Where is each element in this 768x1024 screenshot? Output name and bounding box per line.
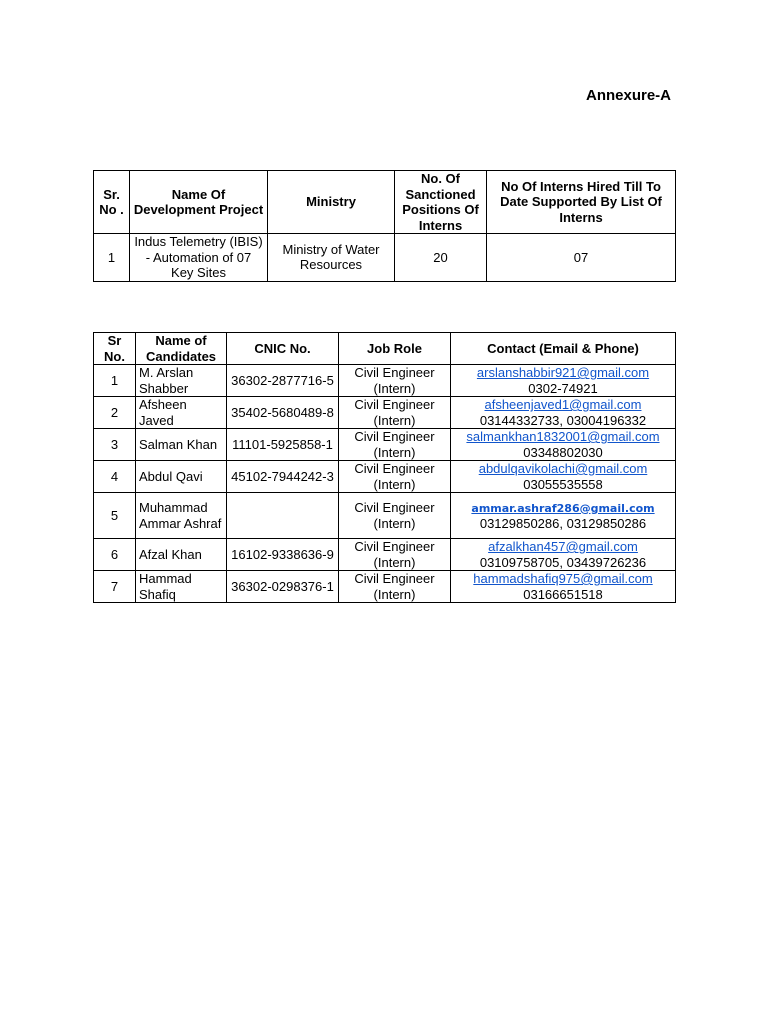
header-hired: No Of Interns Hired Till To Date Supported By List Of Interns [487, 171, 676, 234]
annexure-title: Annexure-A [586, 87, 672, 104]
cell-name: Abdul Qavi [136, 461, 227, 493]
header-name: Name of Candidates [136, 333, 227, 365]
cell-cnic [227, 493, 339, 539]
cell-cnic: 35402-5680489-8 [227, 397, 339, 429]
table-row [94, 571, 676, 603]
cell-cnic: 45102-7944242-3 [227, 461, 339, 493]
cell-sr: 4 [94, 461, 136, 493]
table-row [94, 493, 676, 539]
cell-ministry: Ministry of Water Resources [268, 234, 395, 282]
cell-sr: 1 [94, 234, 130, 282]
cell-sr: 3 [94, 429, 136, 461]
email-link[interactable]: abdulqavikolachi@gmail.com [478, 461, 648, 476]
header-ministry: Ministry [268, 171, 395, 234]
cell-contact [451, 397, 676, 429]
header-sanctioned: No. Of Sanctioned Positions Of Interns [395, 171, 487, 234]
email-link[interactable]: afzalkhan457@gmail.com [488, 539, 638, 554]
cell-job-role: Civil Engineer (Intern) [339, 397, 451, 429]
cell-name: M. Arslan Shabber [136, 365, 227, 397]
cell-contact [451, 461, 676, 493]
email-link[interactable]: salmankhan1832001@gmail.com [466, 429, 660, 444]
table-row [94, 461, 676, 493]
candidates-table [93, 332, 676, 603]
cell-cnic: 36302-2877716-5 [227, 365, 339, 397]
cell-job-role: Civil Engineer (Intern) [339, 429, 451, 461]
cell-job-role: Civil Engineer (Intern) [339, 461, 451, 493]
header-cnic: CNIC No. [227, 333, 339, 365]
header-sr-no: Sr. No . [94, 171, 130, 234]
candidates-table-header [94, 333, 676, 365]
header-contact: Contact (Email & Phone) [451, 333, 676, 365]
phone-text: 03109758705, 03439726236 [479, 554, 647, 570]
table-row [94, 539, 676, 571]
cell-cnic: 16102-9338636-9 [227, 539, 339, 571]
cell-job-role: Civil Engineer (Intern) [339, 539, 451, 571]
phone-text: 03348802030 [523, 444, 603, 460]
phone-text: 03166651518 [523, 586, 603, 602]
cell-contact [451, 571, 676, 603]
cell-sr: 5 [94, 493, 136, 539]
email-link[interactable]: ammar.ashraf286@gmail.com [471, 501, 655, 515]
cell-job-role: Civil Engineer (Intern) [339, 493, 451, 539]
project-table [93, 170, 676, 282]
cell-cnic: 36302-0298376-1 [227, 571, 339, 603]
email-link[interactable]: hammadshafiq975@gmail.com [473, 571, 653, 586]
cell-name: Afsheen Javed [136, 397, 227, 429]
cell-name: Hammad Shafiq [136, 571, 227, 603]
header-job-role: Job Role [339, 333, 451, 365]
table-row [94, 429, 676, 461]
project-table-header [94, 171, 676, 234]
cell-name: Salman Khan [136, 429, 227, 461]
cell-name: Muhammad Ammar Ashraf [136, 493, 227, 539]
cell-project: Indus Telemetry (IBIS) - Automation of 07 Key Sites [130, 234, 268, 282]
phone-text: 03055535558 [523, 476, 603, 492]
phone-text: 0302-74921 [528, 380, 598, 396]
header-project-name: Name Of Development Project [130, 171, 268, 234]
table-row [94, 365, 676, 397]
cell-sr: 7 [94, 571, 136, 603]
cell-name: Afzal Khan [136, 539, 227, 571]
cell-sr: 2 [94, 397, 136, 429]
cell-contact [451, 429, 676, 461]
cell-cnic: 11101-5925858-1 [227, 429, 339, 461]
email-link[interactable]: arslanshabbir921@gmail.com [476, 365, 650, 380]
cell-contact [451, 365, 676, 397]
header-sr: Sr No. [94, 333, 136, 365]
table-row [94, 234, 676, 282]
cell-sr: 6 [94, 539, 136, 571]
cell-sr: 1 [94, 365, 136, 397]
table-row [94, 397, 676, 429]
email-link[interactable]: afsheenjaved1@gmail.com [484, 397, 642, 412]
cell-hired: 07 [487, 234, 676, 282]
phone-text: 03129850286, 03129850286 [479, 516, 647, 531]
cell-sanctioned: 20 [395, 234, 487, 282]
cell-contact [451, 539, 676, 571]
cell-job-role: Civil Engineer (Intern) [339, 365, 451, 397]
phone-text: 03144332733, 03004196332 [479, 412, 647, 428]
cell-job-role: Civil Engineer (Intern) [339, 571, 451, 603]
cell-contact [451, 493, 676, 539]
